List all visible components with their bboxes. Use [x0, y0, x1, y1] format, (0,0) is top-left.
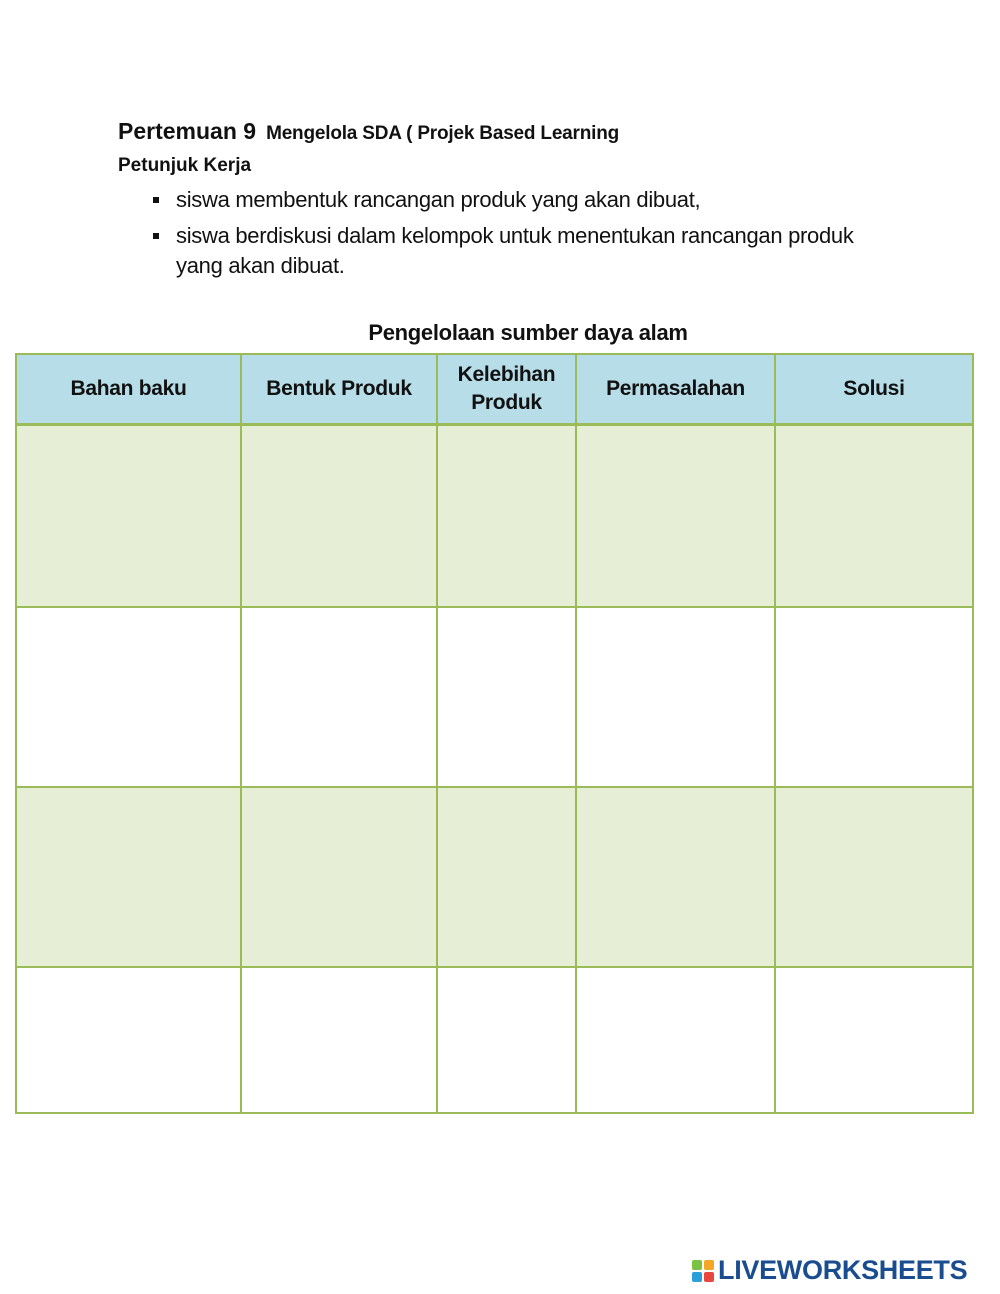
meeting-topic: Mengelola SDA ( Projek Based Learning — [266, 123, 620, 144]
column-header-kelebihan-produk: Kelebihan Produk — [437, 354, 576, 425]
answer-cell[interactable] — [16, 607, 241, 787]
brand-wordmark: LIVEWORKSHEETS — [718, 1255, 968, 1285]
instruction-text: siswa membentuk rancangan produk yang akan dibuat, — [176, 187, 701, 212]
logo-tile — [704, 1272, 714, 1282]
answer-cell[interactable] — [775, 787, 973, 967]
answer-cell[interactable] — [241, 967, 437, 1113]
square-bullet-icon — [153, 233, 159, 239]
answer-cell[interactable] — [576, 425, 775, 608]
page-heading — [118, 118, 619, 145]
table-row — [16, 967, 973, 1113]
table-row — [16, 787, 973, 967]
column-header-permasalahan: Permasalahan — [576, 354, 775, 425]
answer-cell[interactable] — [775, 967, 973, 1113]
liveworksheets-brand — [692, 1255, 967, 1286]
logo-tile — [692, 1272, 702, 1282]
column-header-bahan-baku: Bahan baku — [16, 354, 241, 425]
instruction-item — [150, 185, 870, 215]
answer-cell[interactable] — [241, 425, 437, 608]
worksheet-table — [15, 353, 974, 1114]
answer-cell[interactable] — [437, 787, 576, 967]
table-row — [16, 425, 973, 608]
table-title: Pengelolaan sumber daya alam — [368, 320, 688, 345]
logo-tile — [692, 1260, 702, 1270]
answer-cell[interactable] — [576, 787, 775, 967]
instruction-item — [150, 221, 870, 281]
instruction-text: siswa berdiskusi dalam kelompok untuk menentukan rancangan produk yang akan dibuat. — [176, 223, 854, 278]
answer-cell[interactable] — [437, 607, 576, 787]
answer-cell[interactable] — [576, 607, 775, 787]
answer-cell[interactable] — [16, 425, 241, 608]
instructions-list — [150, 185, 870, 287]
answer-cell[interactable] — [437, 425, 576, 608]
answer-cell[interactable] — [576, 967, 775, 1113]
logo-tile — [704, 1260, 714, 1270]
meeting-number: Pertemuan 9 — [118, 118, 257, 144]
square-bullet-icon — [153, 197, 159, 203]
answer-cell[interactable] — [775, 607, 973, 787]
answer-cell[interactable] — [775, 425, 973, 608]
column-header-bentuk-produk: Bentuk Produk — [241, 354, 437, 425]
table-row — [16, 607, 973, 787]
answer-cell[interactable] — [241, 607, 437, 787]
answer-cell[interactable] — [16, 787, 241, 967]
column-header-solusi: Solusi — [775, 354, 973, 425]
instructions-title: Petunjuk Kerja — [118, 155, 252, 176]
answer-cell[interactable] — [16, 967, 241, 1113]
table-header-row — [16, 354, 973, 425]
answer-cell[interactable] — [437, 967, 576, 1113]
liveworksheets-logo-icon — [692, 1260, 714, 1282]
answer-cell[interactable] — [241, 787, 437, 967]
